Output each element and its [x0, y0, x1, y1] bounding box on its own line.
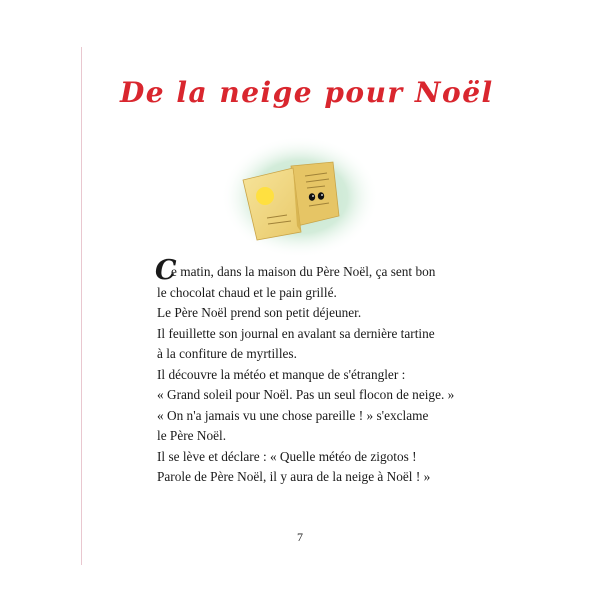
page-number: 7	[297, 530, 303, 544]
sun-icon	[256, 187, 274, 205]
story-line: Il feuillette son journal en avalant sa dernière tartine	[157, 325, 435, 341]
story-line: Il découvre la météo et manque de s'étrangler :	[157, 366, 406, 382]
page-title: De la neige pour Noël	[120, 76, 494, 109]
story-line: à la confiture de myrtilles.	[157, 346, 297, 361]
story-line: « On n'a jamais vu une chose pareille ! » s'exclame	[157, 407, 429, 423]
newspaper-illustration	[221, 136, 379, 258]
story-text	[155, 255, 487, 488]
story-line: Parole de Père Noël, il y aura de la neige à Noël ! »	[157, 469, 431, 484]
eye-icon	[318, 192, 324, 200]
story-line: Le Père Noël prend son petit déjeuner.	[157, 305, 362, 320]
page-margin-line	[81, 47, 82, 565]
drop-cap: C	[155, 255, 177, 286]
story-line: « Grand soleil pour Noël. Pas un seul flocon de neige. »	[157, 387, 455, 402]
eye-icon	[309, 193, 315, 201]
story-line: Il se lève et déclare : « Quelle météo de zigotos !	[157, 448, 417, 464]
first-line-text: e matin, dans la maison du Père Noël, ça sent bon	[171, 264, 436, 279]
story-line: le Père Noël.	[157, 428, 227, 443]
story-line	[155, 255, 487, 286]
story-line: le chocolat chaud et le pain grillé.	[157, 284, 337, 300]
